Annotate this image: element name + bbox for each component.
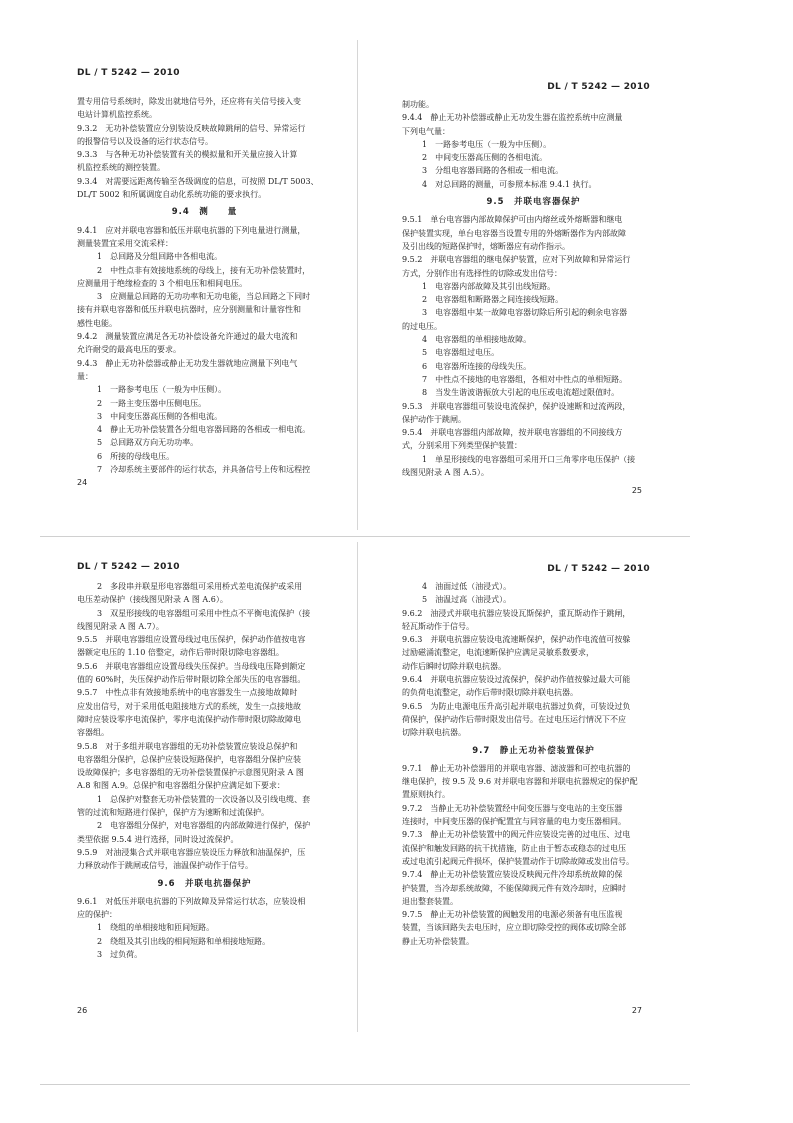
page-body xyxy=(402,580,665,948)
text-line: 线图见附录 A 图 A.7）。 xyxy=(77,621,164,631)
text-line: 的报警信号以及设备的运行状态信号。 xyxy=(77,136,213,146)
page-number: 24 xyxy=(77,478,88,487)
text-line: 2 电容器组分保护，对电容器组的内部故障进行保护，保护 xyxy=(97,821,311,831)
text-line: 下列电气量： xyxy=(402,126,450,136)
text-line: 9.4.4 静止无功补偿器或静止无功发生器在监控系统中应测量 xyxy=(402,113,623,123)
text-line: 保护动作于跳闸。 xyxy=(402,414,466,424)
text-line: 9.4.2 测量装置应满足各无功补偿设备允许通过的最大电流和 xyxy=(77,332,298,342)
page-body xyxy=(77,580,332,961)
page-header: DL / T 5242 — 2010 xyxy=(547,564,650,574)
page-26 xyxy=(40,542,358,1032)
text-line: 及引出线的短路保护时，熔断器应有动作指示。 xyxy=(402,241,570,251)
text-line: 管的过流和短路进行保护，保护方为速断和过流保护。 xyxy=(77,808,269,818)
text-line: 应测量用于绝缘检查的 3 个相电压和相间电压。 xyxy=(77,278,248,288)
text-line: 退出整套装置。 xyxy=(402,896,458,906)
text-line: 9.7.5 静止无功补偿装置的阀触发用的电源必须备有电压监视 xyxy=(402,910,623,920)
page-number: 25 xyxy=(631,486,642,495)
text-line: 9.6.3 并联电抗器应装设电流速断保护，保护动作电流值可按躲 xyxy=(402,635,631,645)
page-number: 27 xyxy=(631,1006,642,1015)
text-line: 1 绕组的单相接地和匝间短路。 xyxy=(97,923,215,933)
text-line: 接有并联电容器和低压并联电抗器时，应分别测量和计量容性和 xyxy=(77,305,301,315)
text-line: 5 总回路双方向无功功率。 xyxy=(97,438,199,448)
text-line: 9.5.6 并联电容器组应设置母线失压保护。当母线电压降到额定 xyxy=(77,661,306,671)
page-25 xyxy=(365,40,690,530)
text-line: 9.5.9 对油浸集合式并联电容器应装设压力释放和油温保护，压 xyxy=(77,847,306,857)
text-line: 置原则执行。 xyxy=(402,790,450,800)
page-body xyxy=(402,98,665,479)
text-line: 设故障保护；多电容器组的无功补偿装置保护示意图见附录 A 图 xyxy=(77,768,304,778)
text-line: 1 一路参考电压（一般为中压侧）。 xyxy=(422,139,552,149)
text-line: 允许耐受的最高电压的要求。 xyxy=(77,345,181,355)
section-title: 9.7 静止无功补偿装置保护 xyxy=(472,745,595,756)
text-line: 8 当发生谐波谐振放大引起的电压或电流超过限值时。 xyxy=(422,388,620,398)
text-line: 9.6.1 对低压并联电抗器的下列故障及异常运行状态，应装设相 xyxy=(77,896,306,906)
text-line: 2 多段串并联星形电容器组可采用桥式差电流保护或采用 xyxy=(97,582,303,591)
text-line: 的负荷电流整定，动作后带时限切除并联电抗器。 xyxy=(402,688,578,698)
text-line: 9.5.3 并联电容器组可装设电流保护，保护设速断和过流两段， xyxy=(402,401,631,411)
text-line: 5 电容器组过电压。 xyxy=(422,348,500,358)
text-line: 9.5.5 并联电容器组应设置母线过电压保护，保护动作值按电容 xyxy=(77,635,306,645)
text-line: 1 一路参考电压（一般为中压侧）。 xyxy=(97,385,227,395)
text-line: 电容器组分保护，总保护应装设短路保护，电容器组分保护应装 xyxy=(77,754,301,764)
page-number: 26 xyxy=(77,1006,88,1015)
text-line: 荷保护，保护动作后带时限发出信号。在过电压运行情况下不应 xyxy=(402,714,626,724)
text-line: 1 总保护对整套无功补偿装置的一次设备以及引线电缆、套 xyxy=(97,794,311,804)
page-27 xyxy=(365,542,690,1032)
section-title: 9.4 测 量 xyxy=(171,207,238,218)
text-line: 9.5.4 并联电容器组内部故障，按并联电容器组的不同接线方 xyxy=(402,428,623,438)
section-title: 9.5 并联电容器保护 xyxy=(486,197,581,208)
text-line: 4 油面过低（油浸式）。 xyxy=(422,582,512,591)
text-line: 障时应装设零序电流保护，零序电流保护动作带时限切除故障电 xyxy=(77,714,301,724)
text-line: 量： xyxy=(77,371,93,381)
text-line: 3 分组电容器回路的各相或一相电流。 xyxy=(422,166,564,176)
page-header: DL / T 5242 — 2010 xyxy=(547,82,650,92)
text-line: 继电保护，按 9.5 及 9.6 对并联电容器和并联电抗器规定的保护配 xyxy=(402,777,638,787)
text-line: 4 电容器组的单相接地故障。 xyxy=(422,335,532,345)
text-line: 7 中性点不接地的电容器组，各相对中性点的单相短路。 xyxy=(422,374,628,384)
text-line: 3 中间变压器高压侧的各相电流。 xyxy=(97,411,223,421)
text-line: 动作后瞬时切除并联电抗器。 xyxy=(402,661,506,671)
text-line: 9.7.4 静止无功补偿装置应装设反映阀元件冷却系统故障的保 xyxy=(402,870,623,880)
text-line: 6 所接的母线电压。 xyxy=(97,451,175,461)
text-line: 7 冷却系统主要部件的运行状态，并具备信号上传和远程控 xyxy=(97,465,311,475)
text-line: 电压差动保护（接线图见附录 A 图 A.6）。 xyxy=(77,595,228,605)
text-line: 9.7.1 静止无功补偿器用的并联电容器、滤波器和可控电抗器的 xyxy=(402,763,631,773)
section-title: 9.6 并联电抗器保护 xyxy=(157,878,252,889)
text-line: 装置，当该回路失去电压时，应立即切除受控的阀体或切除全部 xyxy=(402,923,626,933)
text-line: 应的保护： xyxy=(77,910,117,920)
text-line: A.8 和图 A.9。总保护和电容器组分保护应满足如下要求： xyxy=(77,781,285,791)
text-line: 1 总回路及分组回路中各相电流。 xyxy=(97,252,223,262)
text-line: 9.4.1 应对并联电容器和低压并联电抗器的下列电量进行测量， xyxy=(77,225,306,235)
text-line: 感性电能。 xyxy=(77,318,117,328)
text-line: 保护装置实现，单台电容器当设置专用的外熔断器作为内部故障 xyxy=(402,228,626,238)
text-line: 9.7.3 静止无功补偿装置中的阀元件应装设完善的过电压、过电 xyxy=(402,830,631,840)
text-line: 式，分别采用下列类型保护装置： xyxy=(402,441,522,451)
text-line: 静止无功补偿装置。 xyxy=(402,936,474,946)
text-line: 9.5.7 中性点非有效接地系统中的电容器发生一点接地故障时 xyxy=(77,688,298,698)
text-line: 9.6.4 并联电抗器应装设过流保护，保护动作值按躲过最大可能 xyxy=(402,675,631,685)
text-line: 9.3.4 对需要远距离传输至各级调度的信息，可按照 DL/T 5003、 xyxy=(77,176,319,186)
text-line: 9.3.2 无功补偿装置应分别装设反映故障跳闸的信号、异常运行 xyxy=(77,123,306,133)
text-line: 器额定电压的 1.10 倍整定，动作后带时限切除电容器组。 xyxy=(77,648,284,658)
text-line: 护装置，当冷却系统故障，不能保障阀元件有效冷却时，应瞬时 xyxy=(402,883,626,893)
text-line: 9.5.2 并联电容器组的继电保护装置，应对下列故障和异常运行 xyxy=(402,255,631,265)
text-line: 9.6.2 油浸式并联电抗器应装设瓦斯保护，重瓦斯动作于跳闸， xyxy=(402,608,631,618)
text-line: 3 过负荷。 xyxy=(97,950,143,960)
scan-bottom-edge xyxy=(40,1084,690,1085)
text-line: 9.4.3 静止无功补偿器或静止无功发生器就地应测量下列电气 xyxy=(77,358,298,368)
text-line: 2 中性点非有效接地系统的母线上，接有无功补偿装置时， xyxy=(97,265,311,275)
text-line: 值的 60%时，失压保护动作后带时限切除全部失压的电容器组。 xyxy=(77,675,306,685)
text-line: 1 单星形接线的电容器组可采用开口三角零序电压保护（接 xyxy=(422,454,636,464)
text-line: 2 中间变压器高压侧的各相电流。 xyxy=(422,153,548,163)
text-line: 5 油温过高（油浸式）。 xyxy=(422,595,512,605)
text-line: 容器组。 xyxy=(77,728,109,738)
text-line: 9.3.3 与各种无功补偿装置有关的模拟量和开关量应接入计算 xyxy=(77,150,298,160)
text-line: 的过电压。 xyxy=(402,321,442,331)
page-divider xyxy=(40,536,690,537)
text-line: 9.5.8 对于多组并联电容器组的无功补偿装置应装设总保护和 xyxy=(77,741,298,751)
text-line: 制功能。 xyxy=(402,100,434,109)
text-line: 3 应测量总回路的无功功率和无功电能，当总回路之下同时 xyxy=(97,292,311,302)
text-line: 3 双星形接线的电容器组可采用中性点不平衡电流保护（接 xyxy=(97,608,311,618)
page-header: DL / T 5242 — 2010 xyxy=(77,562,180,572)
text-line: 力释放动作于跳闸或信号，油温保护动作于信号。 xyxy=(77,861,253,871)
text-line: 机监控系统的测控装置。 xyxy=(77,163,165,173)
text-line: 1 电容器内部故障及其引出线短路。 xyxy=(422,281,556,291)
text-line: 4 静止无功补偿装置各分组电容器回路的各相或一相电流。 xyxy=(97,425,311,435)
text-line: 6 电容器所连接的母线失压。 xyxy=(422,361,532,371)
text-line: 流保护和触发回路的抗干扰措施，防止由于暂态或稳态的过电压 xyxy=(402,843,626,853)
text-line: 电站计算机监控系统。 xyxy=(77,110,157,120)
text-line: 置专用信号系统时，除发出就地信号外，还应将有关信号接入变 xyxy=(77,97,301,106)
page-24 xyxy=(40,40,358,530)
text-line: 4 对总回路的测量，可参照本标准 9.4.1 执行。 xyxy=(422,179,597,189)
text-line: 9.7.2 当静止无功补偿装置经中间变压器与变电站的主变压器 xyxy=(402,803,623,813)
text-line: 9.6.5 为防止电源电压升高引起并联电抗器过负荷，可装设过负 xyxy=(402,701,631,711)
text-line: 连接时，中间变压器的保护配置宜与同容量的电力变压器相同。 xyxy=(402,817,626,827)
text-line: 类型依据 9.5.4 进行选择，同时设过流保护。 xyxy=(77,834,239,844)
text-line: 测量装置宜采用交流采样： xyxy=(77,238,173,248)
text-line: 切除并联电抗器。 xyxy=(402,728,466,738)
text-line: 方式，分别作出有选择性的切除或发出信号： xyxy=(402,268,562,278)
text-line: 9.5.1 单台电容器内部故障保护可由内熔丝或外熔断器和继电 xyxy=(402,215,623,225)
page-body xyxy=(77,95,332,476)
text-line: 2 一路主变压器中压侧电压。 xyxy=(97,398,207,408)
text-line: 线图见附录 A 图 A.5）。 xyxy=(402,468,489,478)
text-line: 3 电容器组中某一故障电容器切除后所引起的剩余电容器 xyxy=(422,308,628,318)
text-line: 或过电流引起阀元件损坏，保护装置动作于切除故障或发出信号。 xyxy=(402,856,634,866)
text-line: 2 绕组及其引出线的相间短路和单相接地短路。 xyxy=(97,936,271,946)
text-line: 2 电容器组和断路器之间连接线短路。 xyxy=(422,295,564,305)
text-line: 轻瓦斯动作于信号。 xyxy=(402,621,474,631)
text-line: 应发出信号，对于采用低电阻接地方式的系统，发生一点接地故 xyxy=(77,701,301,711)
text-line: DL/T 5002 和所属调度自动化系统功能的要求执行。 xyxy=(77,190,267,200)
page-header: DL / T 5242 — 2010 xyxy=(77,68,180,78)
text-line: 过励磁涌流整定，电流速断保护应满足灵敏系数要求， xyxy=(402,648,594,658)
